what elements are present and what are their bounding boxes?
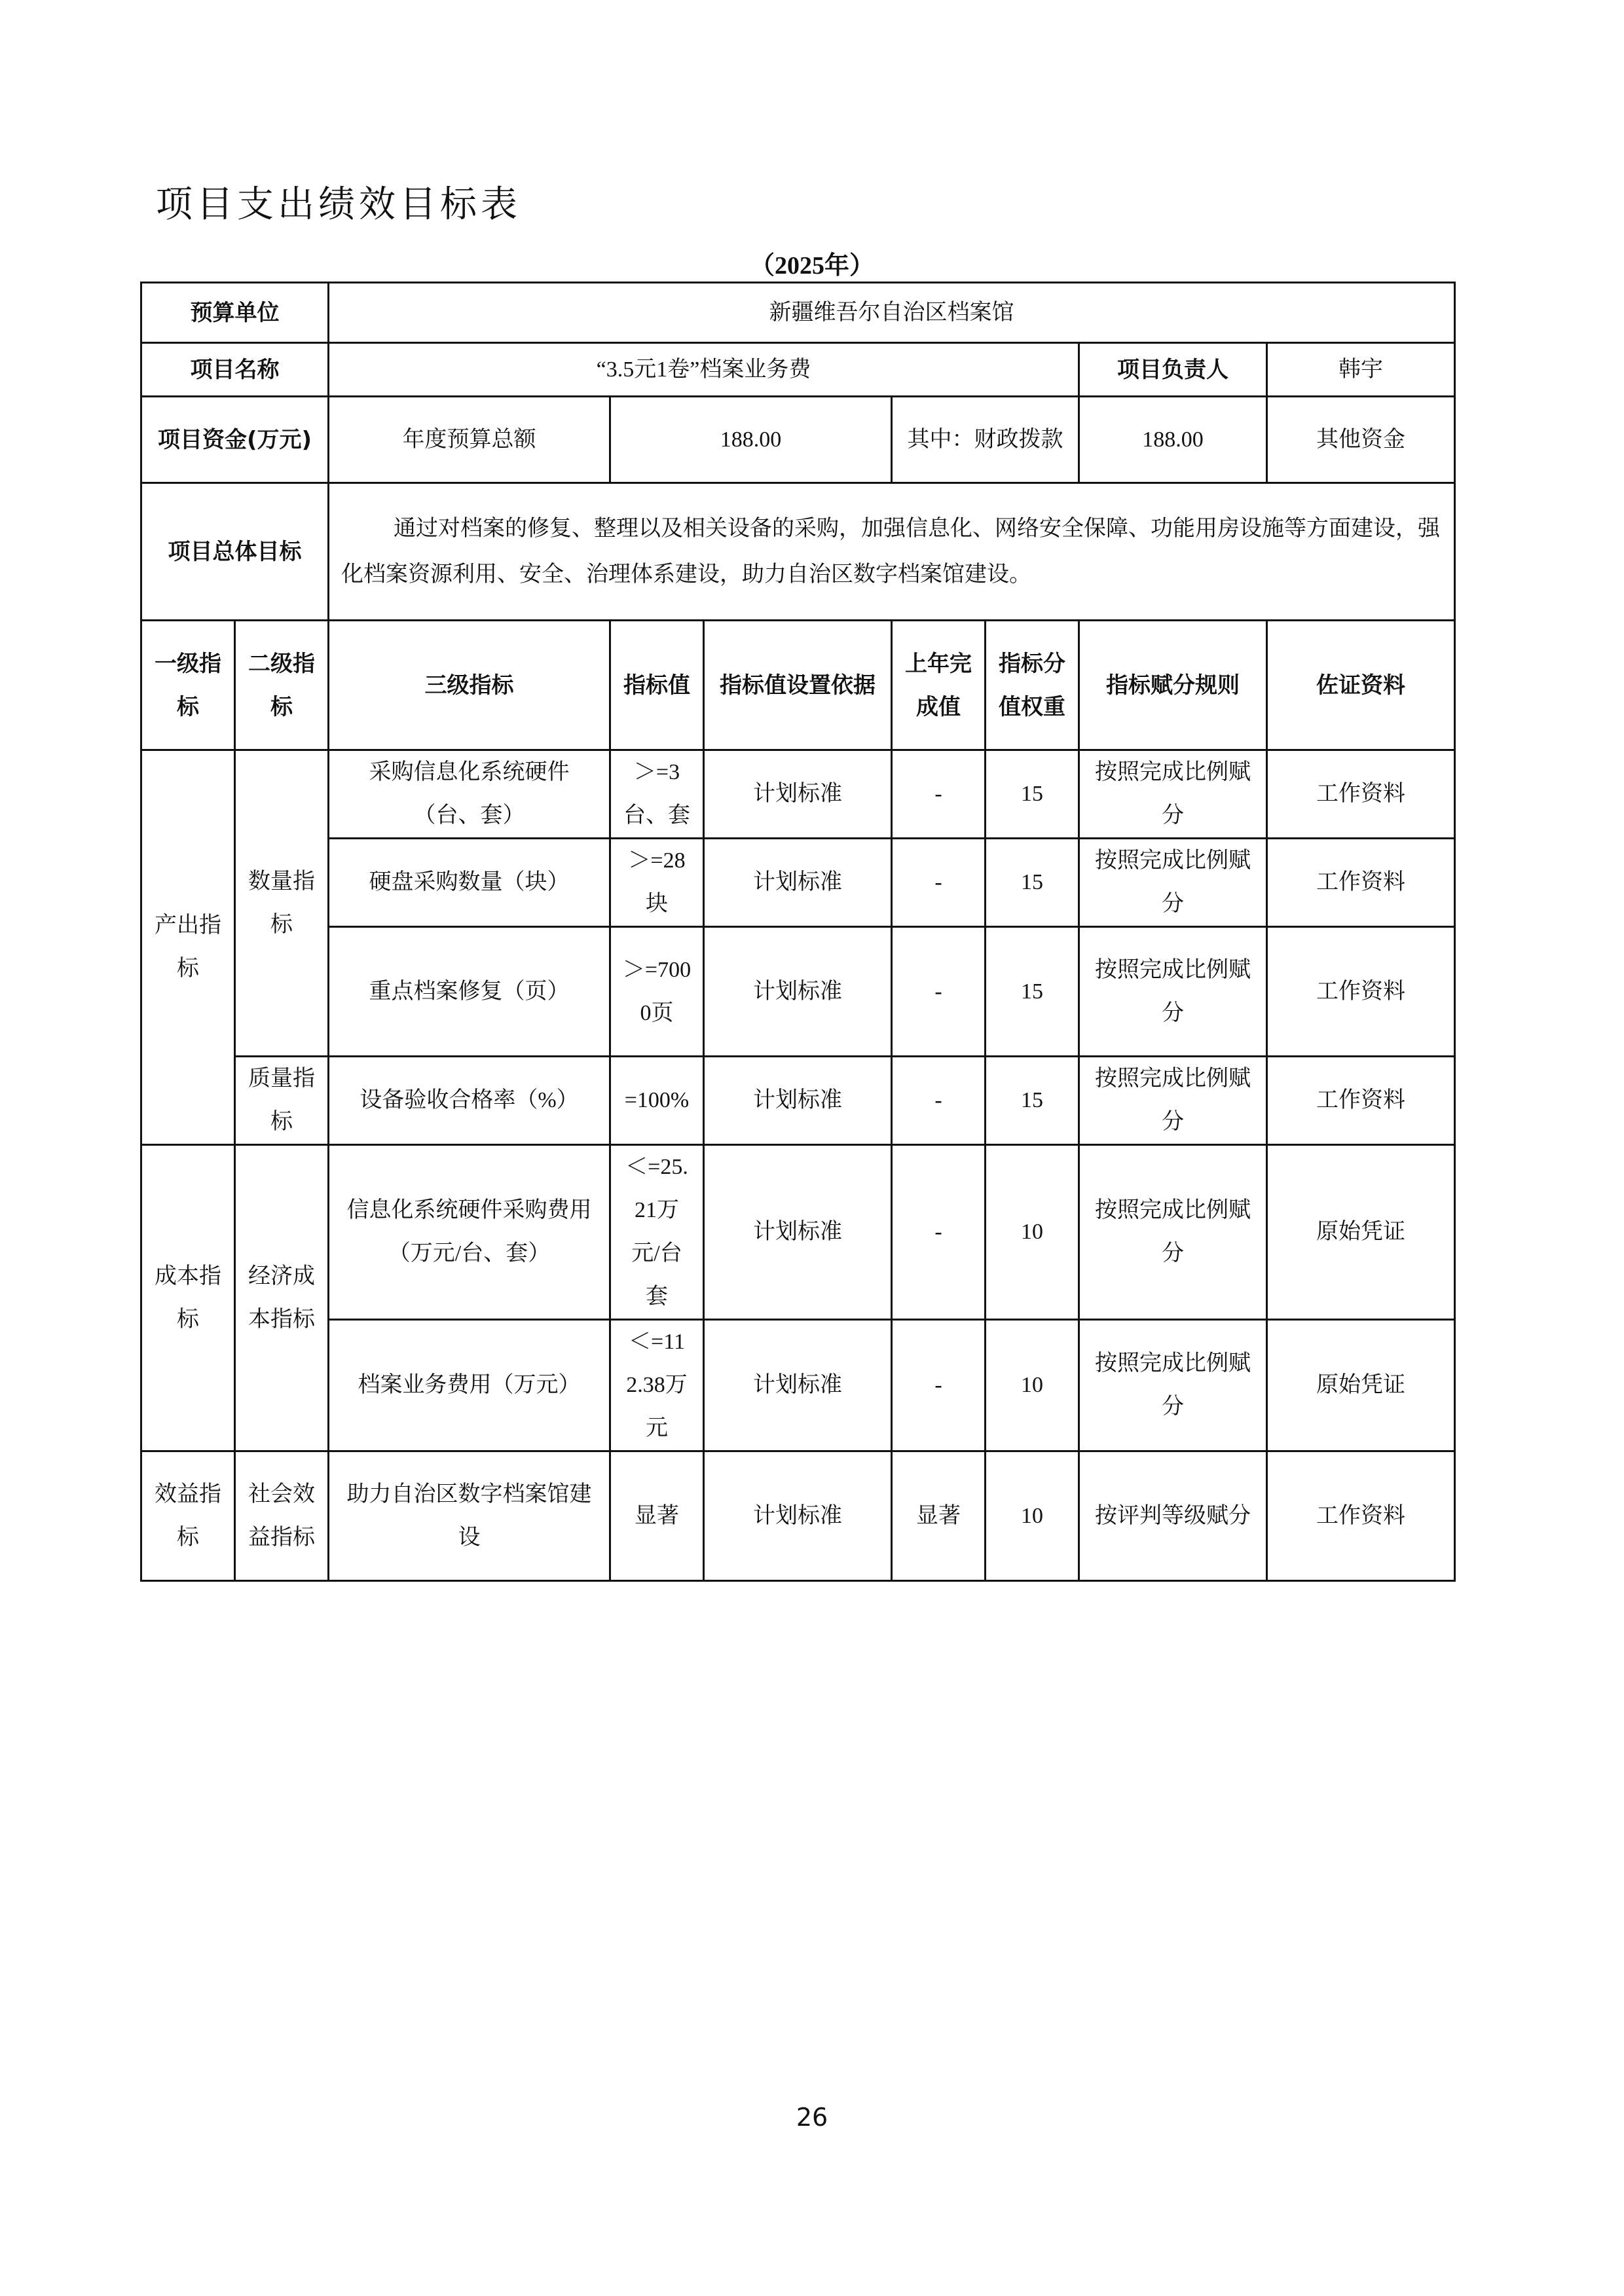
basis-cell: 计划标准 xyxy=(704,750,892,839)
overall-goal-row xyxy=(141,483,1455,621)
evidence-cell: 工作资料 xyxy=(1267,1451,1455,1581)
header-level1: 一级指标 xyxy=(141,621,235,750)
header-last-year: 上年完成值 xyxy=(892,621,986,750)
level3-cell: 信息化系统硬件采购费用（万元/台、套） xyxy=(329,1145,610,1320)
weight-cell: 15 xyxy=(986,839,1079,927)
rule-cell: 按照完成比例赋分 xyxy=(1079,750,1267,839)
last-year-cell: - xyxy=(892,750,986,839)
value-cell: ＜=112.38万元 xyxy=(610,1320,704,1451)
budget-unit-label: 预算单位 xyxy=(141,283,329,343)
level3-cell: 采购信息化系统硬件（台、套） xyxy=(329,750,610,839)
value-cell: ＜=25.21万元/台套 xyxy=(610,1145,704,1320)
table-row xyxy=(141,1320,1455,1451)
weight-cell: 10 xyxy=(986,1451,1079,1581)
table-row xyxy=(141,1451,1455,1581)
level3-cell: 硬盘采购数量（块） xyxy=(329,839,610,927)
basis-cell: 计划标准 xyxy=(704,927,892,1057)
weight-cell: 15 xyxy=(986,750,1079,839)
basis-cell: 计划标准 xyxy=(704,1451,892,1581)
value-cell: =100% xyxy=(610,1057,704,1145)
project-name-label: 项目名称 xyxy=(141,343,329,397)
value-cell: ＞=28块 xyxy=(610,839,704,927)
table-row xyxy=(141,1057,1455,1145)
header-weight: 指标分值权重 xyxy=(986,621,1079,750)
basis-cell: 计划标准 xyxy=(704,1320,892,1451)
header-scoring-rule: 指标赋分规则 xyxy=(1079,621,1267,750)
performance-target-table xyxy=(140,282,1456,1582)
overall-goal-text xyxy=(329,483,1455,621)
evidence-cell: 工作资料 xyxy=(1267,927,1455,1057)
basis-cell: 计划标准 xyxy=(704,839,892,927)
header-level2: 二级指标 xyxy=(235,621,329,750)
project-lead-label: 项目负责人 xyxy=(1079,343,1267,397)
table-row xyxy=(141,839,1455,927)
budget-unit-value: 新疆维吾尔自治区档案馆 xyxy=(329,283,1455,343)
overall-goal-content: 通过对档案的修复、整理以及相关设备的采购，加强信息化、网络安全保障、功能用房设施等方面建设，强化档案资源利用、安全、治理体系建设，助力自治区数字档案馆建设。 xyxy=(341,516,1440,587)
header-value: 指标值 xyxy=(610,621,704,750)
rule-cell: 按照完成比例赋分 xyxy=(1079,1057,1267,1145)
last-year-cell: 显著 xyxy=(892,1451,986,1581)
evidence-cell: 工作资料 xyxy=(1267,1057,1455,1145)
last-year-cell: - xyxy=(892,927,986,1057)
level3-cell: 设备验收合格率（%） xyxy=(329,1057,610,1145)
level3-cell: 档案业务费用（万元） xyxy=(329,1320,610,1451)
overall-goal-label: 项目总体目标 xyxy=(141,483,329,621)
year-label: （2025年） xyxy=(749,252,874,280)
rule-cell: 按照完成比例赋分 xyxy=(1079,1320,1267,1451)
evidence-cell: 原始凭证 xyxy=(1267,1145,1455,1320)
last-year-cell: - xyxy=(892,1057,986,1145)
rule-cell: 按照完成比例赋分 xyxy=(1079,927,1267,1057)
indicator-header-row xyxy=(141,621,1455,750)
value-cell: 显著 xyxy=(610,1451,704,1581)
other-funds-label: 其他资金 xyxy=(1267,397,1455,483)
annual-budget-value: 188.00 xyxy=(610,397,892,483)
page-number: 26 xyxy=(796,2103,828,2132)
rule-cell: 按评判等级赋分 xyxy=(1079,1451,1267,1581)
project-funds-label: 项目资金(万元) xyxy=(141,397,329,483)
basis-cell: 计划标准 xyxy=(704,1145,892,1320)
level3-cell: 重点档案修复（页） xyxy=(329,927,610,1057)
level2-social-benefit: 社会效益指标 xyxy=(235,1451,329,1581)
weight-cell: 15 xyxy=(986,927,1079,1057)
fiscal-allocation-value: 188.00 xyxy=(1079,397,1267,483)
annual-budget-label: 年度预算总额 xyxy=(329,397,610,483)
project-name-value: “3.5元1卷”档案业务费 xyxy=(329,343,1079,397)
value-cell: ＞=7000页 xyxy=(610,927,704,1057)
level1-output: 产出指标 xyxy=(141,750,235,1145)
weight-cell: 15 xyxy=(986,1057,1079,1145)
last-year-cell: - xyxy=(892,1145,986,1320)
budget-unit-row xyxy=(141,283,1455,343)
last-year-cell: - xyxy=(892,1320,986,1451)
table-row xyxy=(141,1145,1455,1320)
header-evidence: 佐证资料 xyxy=(1267,621,1455,750)
level1-benefit: 效益指标 xyxy=(141,1451,235,1581)
value-cell: ＞=3台、套 xyxy=(610,750,704,839)
header-basis: 指标值设置依据 xyxy=(704,621,892,750)
evidence-cell: 工作资料 xyxy=(1267,750,1455,839)
project-funds-row xyxy=(141,397,1455,483)
basis-cell: 计划标准 xyxy=(704,1057,892,1145)
table-row xyxy=(141,750,1455,839)
rule-cell: 按照完成比例赋分 xyxy=(1079,839,1267,927)
fiscal-allocation-label: 其中：财政拨款 xyxy=(892,397,1079,483)
weight-cell: 10 xyxy=(986,1320,1079,1451)
level3-cell: 助力自治区数字档案馆建设 xyxy=(329,1451,610,1581)
last-year-cell: - xyxy=(892,839,986,927)
header-level3: 三级指标 xyxy=(329,621,610,750)
level1-cost: 成本指标 xyxy=(141,1145,235,1451)
level2-economic-cost: 经济成本指标 xyxy=(235,1145,329,1451)
level2-quality: 质量指标 xyxy=(235,1057,329,1145)
document-title: 项目支出绩效目标表 xyxy=(156,183,521,226)
rule-cell: 按照完成比例赋分 xyxy=(1079,1145,1267,1320)
project-lead-value: 韩宇 xyxy=(1267,343,1455,397)
level2-quantity: 数量指标 xyxy=(235,750,329,1057)
table-row xyxy=(141,927,1455,1057)
project-name-row xyxy=(141,343,1455,397)
evidence-cell: 工作资料 xyxy=(1267,839,1455,927)
evidence-cell: 原始凭证 xyxy=(1267,1320,1455,1451)
weight-cell: 10 xyxy=(986,1145,1079,1320)
